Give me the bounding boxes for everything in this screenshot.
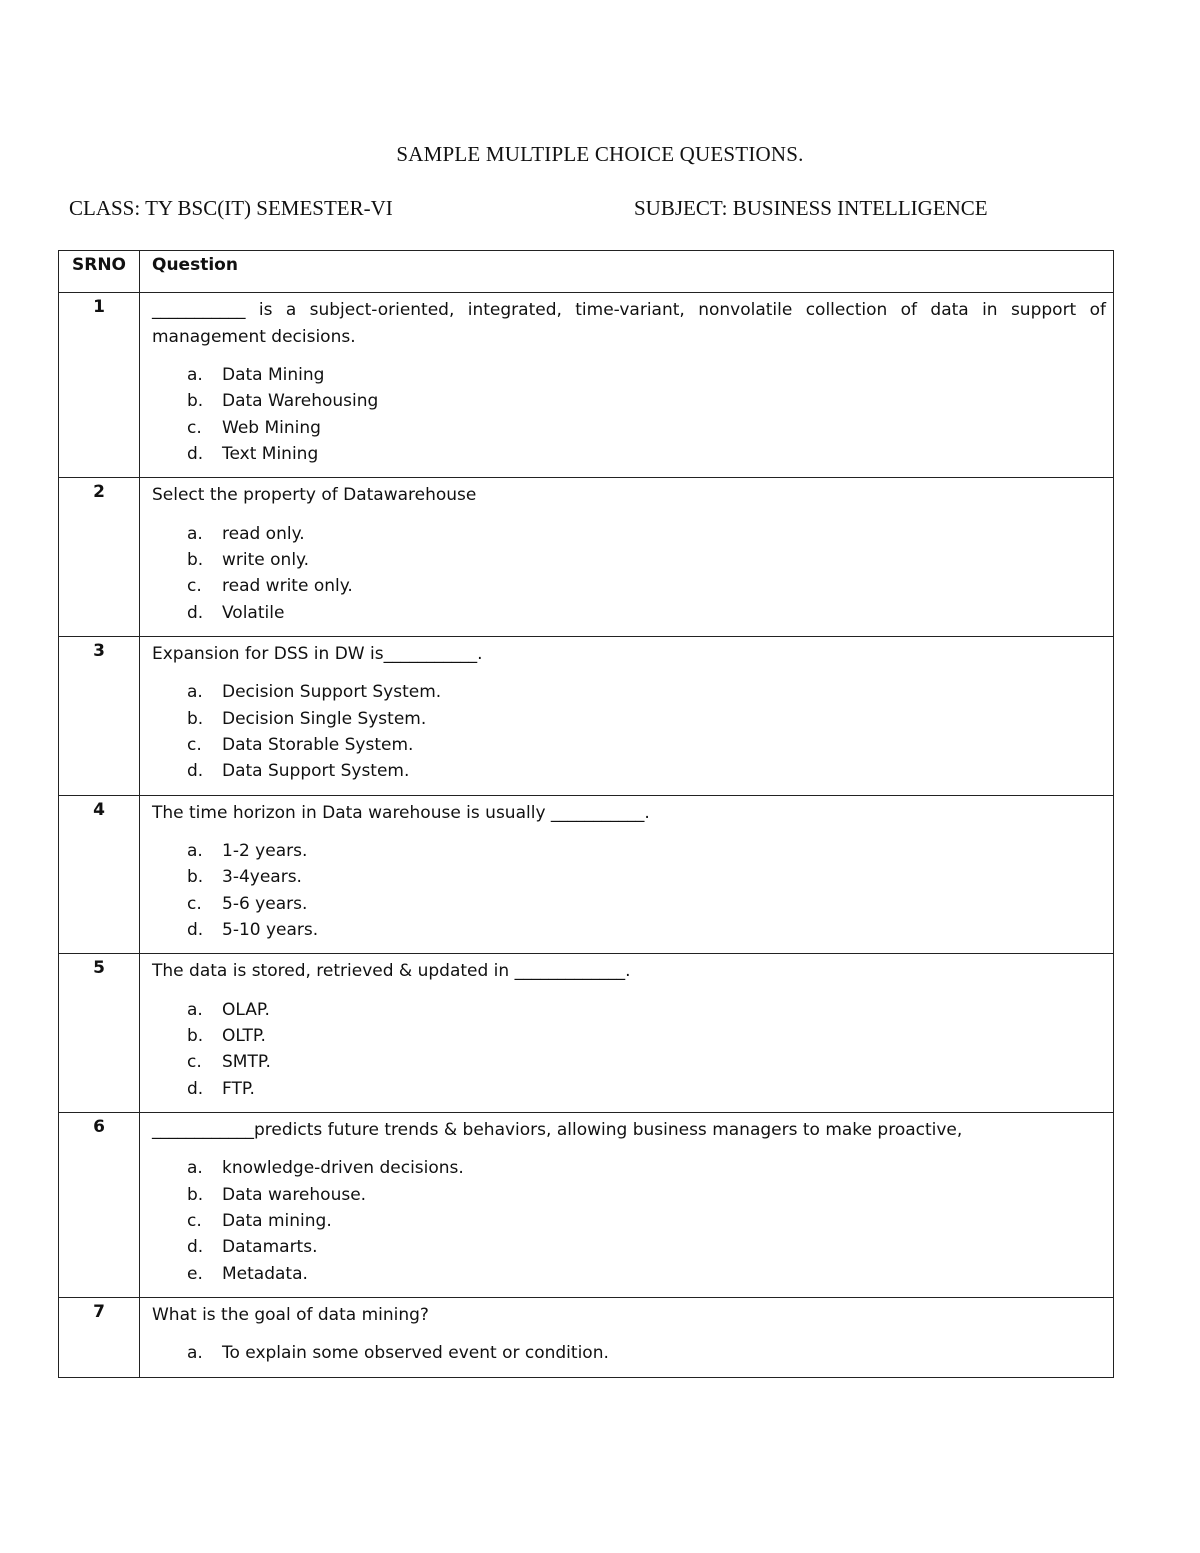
option-item bbox=[152, 838, 1106, 864]
question-text: ____________predicts future trends & behaviors, allowing business managers to make proactive, bbox=[152, 1119, 963, 1140]
option-item bbox=[152, 362, 1106, 388]
option-text: Decision Single System. bbox=[222, 708, 427, 729]
option-item bbox=[152, 547, 1106, 573]
option-text: Data warehouse. bbox=[222, 1184, 367, 1205]
option-label: b. bbox=[187, 1026, 204, 1047]
option-item bbox=[152, 1023, 1106, 1049]
option-text: 5-10 years. bbox=[222, 919, 319, 940]
subject-label: SUBJECT: BUSINESS INTELLIGENCE bbox=[634, 196, 988, 220]
question-cell bbox=[140, 293, 1114, 478]
option-text: OLTP. bbox=[222, 1026, 266, 1047]
option-label: e. bbox=[187, 1263, 203, 1284]
questions-body bbox=[59, 293, 1114, 1378]
options-list bbox=[152, 838, 1106, 943]
option-text: 1-2 years. bbox=[222, 841, 308, 862]
options-list bbox=[152, 679, 1106, 784]
option-text: Data Support System. bbox=[222, 761, 410, 782]
option-text: 5-6 years. bbox=[222, 893, 308, 914]
table-row bbox=[59, 954, 1114, 1113]
question-number: 4 bbox=[59, 795, 140, 954]
question-text: The data is stored, retrieved & updated in _____________. bbox=[152, 961, 631, 982]
option-item bbox=[152, 1155, 1106, 1181]
option-label: d. bbox=[187, 761, 204, 782]
option-text: To explain some observed event or condition. bbox=[222, 1343, 609, 1364]
option-label: b. bbox=[187, 867, 204, 888]
option-label: b. bbox=[187, 708, 204, 729]
option-text: Data mining. bbox=[222, 1211, 332, 1232]
option-label: c. bbox=[187, 1052, 202, 1073]
option-label: a. bbox=[187, 365, 203, 385]
table-row bbox=[59, 1112, 1114, 1297]
option-item bbox=[152, 388, 1106, 414]
option-label: d. bbox=[187, 919, 204, 940]
question-text: The time horizon in Data warehouse is usually ___________. bbox=[152, 802, 650, 823]
option-item bbox=[152, 1049, 1106, 1075]
options-list bbox=[152, 521, 1106, 626]
option-label: d. bbox=[187, 443, 204, 464]
option-label: a. bbox=[187, 682, 203, 703]
question-cell bbox=[140, 478, 1114, 637]
option-label: b. bbox=[187, 549, 204, 570]
option-item bbox=[152, 679, 1106, 705]
option-item bbox=[152, 758, 1106, 784]
options-list bbox=[152, 362, 1106, 467]
question-cell bbox=[140, 636, 1114, 795]
option-item bbox=[152, 732, 1106, 758]
option-label: a. bbox=[187, 999, 203, 1020]
option-text: knowledge-driven decisions. bbox=[222, 1158, 464, 1179]
table-row bbox=[59, 636, 1114, 795]
table-row bbox=[59, 795, 1114, 954]
option-text: Data Mining bbox=[222, 365, 325, 385]
question-number: 3 bbox=[59, 636, 140, 795]
option-text: Decision Support System. bbox=[222, 682, 442, 703]
option-item bbox=[152, 864, 1106, 890]
option-text: Datamarts. bbox=[222, 1237, 318, 1258]
option-text: 3-4years. bbox=[222, 867, 302, 888]
option-label: d. bbox=[187, 1078, 204, 1099]
question-cell bbox=[140, 954, 1114, 1113]
option-item bbox=[152, 600, 1106, 626]
question-cell bbox=[140, 1297, 1114, 1377]
table-row bbox=[59, 293, 1114, 478]
option-label: c. bbox=[187, 576, 202, 597]
option-item bbox=[152, 917, 1106, 943]
option-item bbox=[152, 1340, 1106, 1366]
option-item bbox=[152, 415, 1106, 441]
table-header-row bbox=[59, 251, 1114, 293]
option-item bbox=[152, 1182, 1106, 1208]
option-text: Web Mining bbox=[222, 417, 321, 438]
question-number: 1 bbox=[59, 293, 140, 478]
option-text: OLAP. bbox=[222, 999, 270, 1020]
options-list bbox=[152, 1340, 1106, 1366]
options-list bbox=[152, 997, 1106, 1102]
question-number: 7 bbox=[59, 1297, 140, 1377]
option-text: FTP. bbox=[222, 1078, 255, 1099]
option-item bbox=[152, 891, 1106, 917]
question-cell bbox=[140, 1112, 1114, 1297]
option-item bbox=[152, 997, 1106, 1023]
question-text: ___________ is a subject-oriented, integrated, time-variant, nonvolatile collection of data in support of management decisions. bbox=[152, 300, 1106, 347]
option-label: c. bbox=[187, 734, 202, 755]
question-text: What is the goal of data mining? bbox=[152, 1304, 429, 1325]
option-item bbox=[152, 521, 1106, 547]
option-text: read only. bbox=[222, 523, 305, 544]
table-row bbox=[59, 1297, 1114, 1377]
option-text: SMTP. bbox=[222, 1052, 271, 1073]
option-label: a. bbox=[187, 1343, 203, 1364]
option-item bbox=[152, 441, 1106, 467]
page-title: SAMPLE MULTIPLE CHOICE QUESTIONS. bbox=[396, 142, 804, 166]
option-item bbox=[152, 573, 1106, 599]
question-number: 6 bbox=[59, 1112, 140, 1297]
option-text: Metadata. bbox=[222, 1263, 308, 1284]
option-label: b. bbox=[187, 391, 204, 412]
option-item bbox=[152, 706, 1106, 732]
question-text: Expansion for DSS in DW is___________. bbox=[152, 643, 483, 664]
class-label: CLASS: TY BSC(IT) SEMESTER-VI bbox=[69, 196, 393, 220]
option-item bbox=[152, 1076, 1106, 1102]
option-text: Data Warehousing bbox=[222, 391, 379, 412]
option-label: b. bbox=[187, 1184, 204, 1205]
option-item bbox=[152, 1234, 1106, 1260]
option-text: Text Mining bbox=[222, 443, 319, 464]
option-item bbox=[152, 1261, 1106, 1287]
option-label: c. bbox=[187, 417, 202, 438]
option-label: d. bbox=[187, 1237, 204, 1258]
option-label: c. bbox=[187, 1211, 202, 1232]
options-list bbox=[152, 1155, 1106, 1286]
option-text: write only. bbox=[222, 549, 310, 570]
question-cell bbox=[140, 795, 1114, 954]
option-text: read write only. bbox=[222, 576, 353, 597]
srno-header: SRNO bbox=[59, 251, 140, 293]
option-label: d. bbox=[187, 602, 204, 623]
option-label: a. bbox=[187, 1158, 203, 1179]
option-label: a. bbox=[187, 841, 203, 862]
option-label: c. bbox=[187, 893, 202, 914]
option-item bbox=[152, 1208, 1106, 1234]
question-text: Select the property of Datawarehouse bbox=[152, 485, 477, 506]
question-number: 5 bbox=[59, 954, 140, 1113]
questions-table bbox=[58, 250, 1114, 1378]
table-row bbox=[59, 478, 1114, 637]
option-label: a. bbox=[187, 523, 203, 544]
question-header: Question bbox=[140, 251, 1114, 293]
question-number: 2 bbox=[59, 478, 140, 637]
option-text: Volatile bbox=[222, 602, 285, 623]
option-text: Data Storable System. bbox=[222, 734, 414, 755]
